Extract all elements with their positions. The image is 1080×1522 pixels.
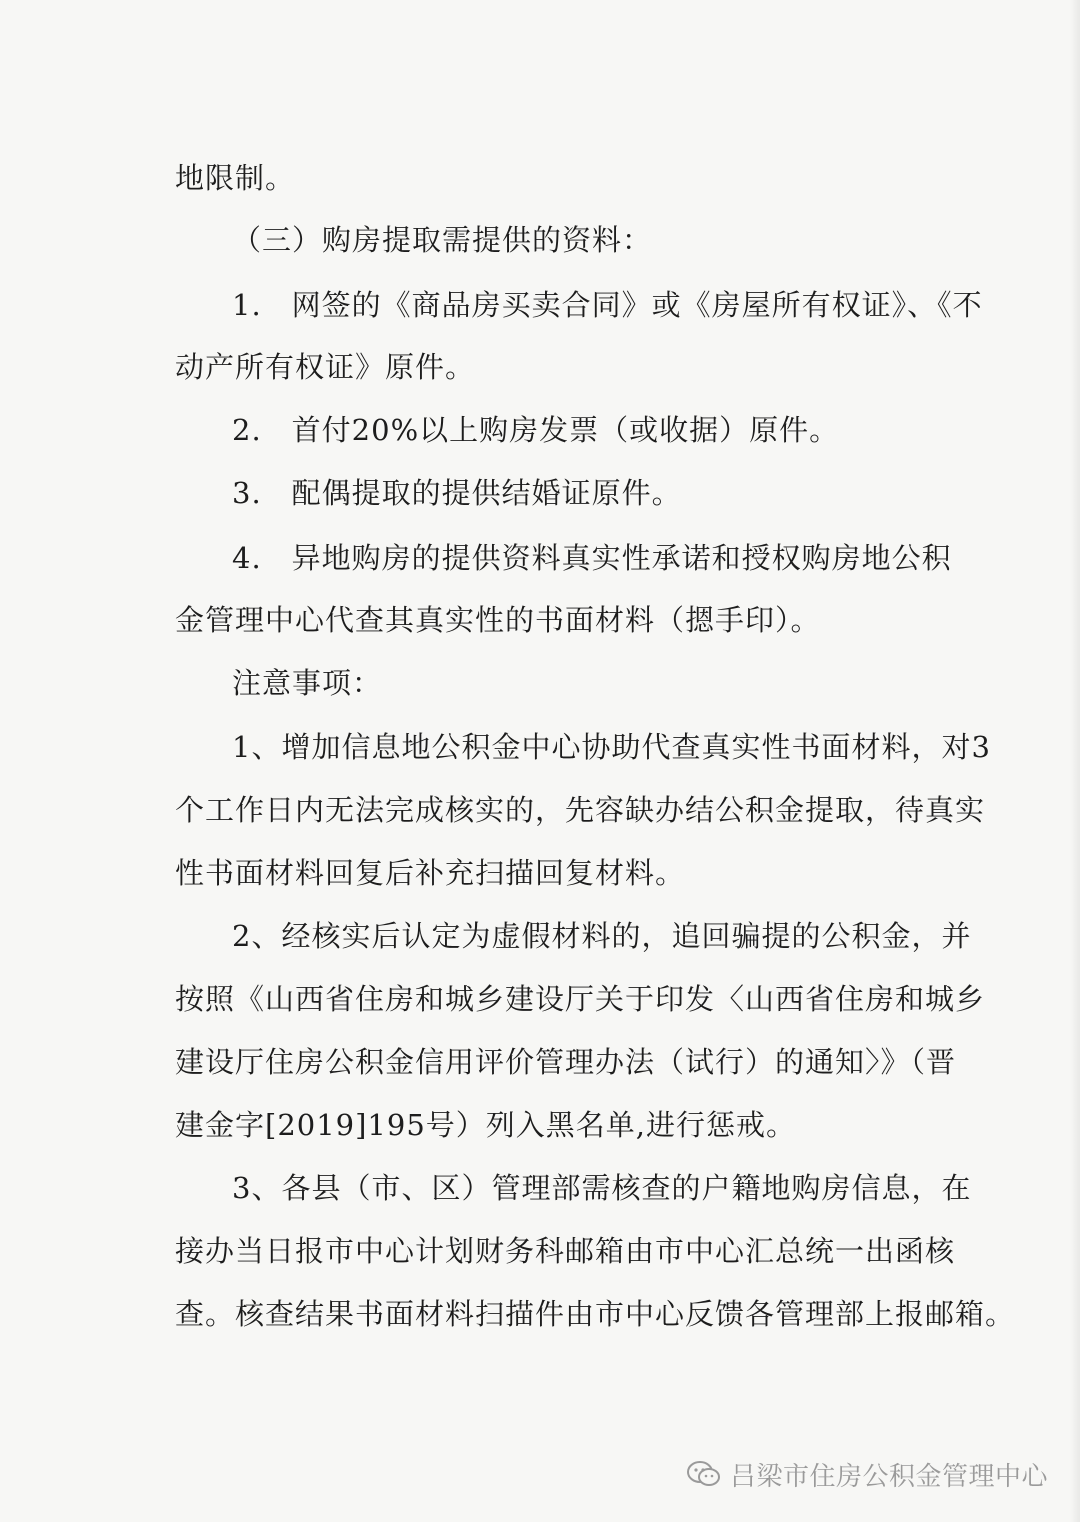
text-line: 接办当日报市中心计划财务科邮箱由市中心汇总统一出函核 [175,1234,956,1268]
text-line: 建金字[2019]195号）列入黑名单,进行惩戒。 [175,1108,797,1142]
wechat-icon [686,1459,722,1489]
text-line: 按照《山西省住房和城乡建设厅关于印发〈山西省住房和城乡 [175,982,986,1016]
text-line: 建设厅住房公积金信用评价管理办法（试行）的通知〉》（晋 [175,1045,957,1079]
list-item: 1. 网签的《商品房买卖合同》或《房屋所有权证》、《不 [232,288,983,322]
list-item: 2. 首付20%以上购房发票（或收据）原件。 [232,413,840,447]
list-item: 3、各县（市、区）管理部需核查的户籍地购房信息，在 [232,1171,972,1205]
text-line: 地限制。 [175,161,296,195]
text-line: 个工作日内无法完成核实的，先容缺办结公积金提取，待真实 [175,793,986,827]
text-line: 金管理中心代查其真实性的书面材料（摁手印）。 [175,603,821,637]
list-item: 1、增加信息地公积金中心协助代查真实性书面材料，对3 [232,730,991,764]
text-line: 性书面材料回复后补充扫描回复材料。 [175,856,686,890]
text-line: 动产所有权证》原件。 [175,350,476,384]
page-edge-shadow [1070,0,1080,1522]
list-item: 3. 配偶提取的提供结婚证原件。 [232,476,682,510]
list-item: 2、经核实后认定为虚假材料的，追回骗提的公积金，并 [232,919,972,953]
watermark [686,1454,1048,1494]
section-heading: （三）购房提取需提供的资料： [232,223,653,257]
watermark-text: 吕梁市住房公积金管理中心 [729,1461,1048,1492]
section-heading: 注意事项： [232,666,383,700]
list-item: 4. 异地购房的提供资料真实性承诺和授权购房地公积 [232,541,952,575]
text-line: 查。核查结果书面材料扫描件由市中心反馈各管理部上报邮箱。 [175,1297,1016,1331]
